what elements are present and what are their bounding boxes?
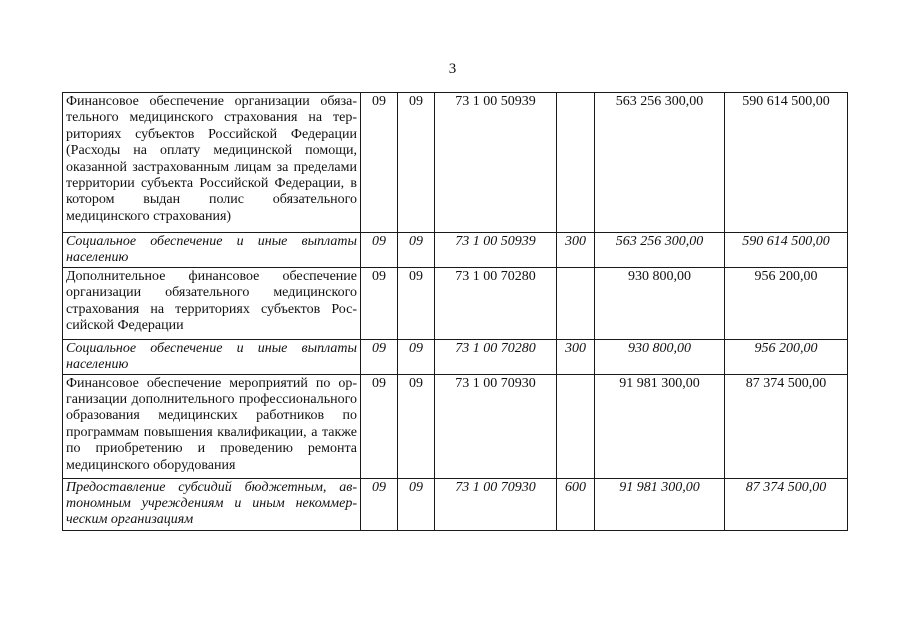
expense-type-code — [557, 93, 595, 233]
target-article-code: 73 1 00 50939 — [435, 93, 557, 233]
expense-name: Предоставление субсидий бюджетным, автономным учреждениям и иным некоммерческим организациям — [63, 478, 361, 530]
subsection-code: 09 — [398, 339, 435, 374]
section-code: 09 — [361, 374, 398, 478]
subsection-code: 09 — [398, 233, 435, 268]
expense-type-code — [557, 374, 595, 478]
amount-year-1: 563 256 300,00 — [595, 233, 725, 268]
section-code: 09 — [361, 93, 398, 233]
subsection-code: 09 — [398, 374, 435, 478]
expense-name: Финансовое обеспечение организации обязательного медицинского страхования на территориях субъектов Российской Федерации (Расходы на оплату медицинской помощи, оказанной застрахованным лицам за пределами территории субъекта Российской Федерации, в котором выдан полис обязательного медицинского страхования) — [63, 93, 361, 233]
subsection-code: 09 — [398, 93, 435, 233]
table-row — [63, 374, 848, 478]
expense-name: Социальное обеспечение и иные выплаты населению — [63, 233, 361, 268]
amount-year-1: 563 256 300,00 — [595, 93, 725, 233]
subsection-code: 09 — [398, 478, 435, 530]
expense-type-code: 600 — [557, 478, 595, 530]
table-row — [63, 233, 848, 268]
amount-year-2: 590 614 500,00 — [725, 93, 848, 233]
budget-table — [62, 92, 848, 531]
section-code: 09 — [361, 233, 398, 268]
amount-year-1: 930 800,00 — [595, 267, 725, 339]
amount-year-1: 930 800,00 — [595, 339, 725, 374]
amount-year-2: 956 200,00 — [725, 339, 848, 374]
expense-name: Финансовое обеспечение мероприятий по организации дополнительного профессионального образования медицинских работников по программам повышения квалификации, а также по приобретению и проведению ремонта медицинского оборудования — [63, 374, 361, 478]
expense-name: Дополнительное финансовое обеспечение организации обязательного медицинского страхования на территориях субъектов Российской Федерации — [63, 267, 361, 339]
target-article-code: 73 1 00 70930 — [435, 374, 557, 478]
section-code: 09 — [361, 478, 398, 530]
table-row — [63, 339, 848, 374]
expense-name: Социальное обеспечение и иные выплаты населению — [63, 339, 361, 374]
subsection-code: 09 — [398, 267, 435, 339]
amount-year-1: 91 981 300,00 — [595, 478, 725, 530]
table-row — [63, 267, 848, 339]
expense-type-code: 300 — [557, 233, 595, 268]
target-article-code: 73 1 00 70280 — [435, 339, 557, 374]
target-article-code: 73 1 00 70280 — [435, 267, 557, 339]
table-row — [63, 478, 848, 530]
section-code: 09 — [361, 339, 398, 374]
expense-type-code — [557, 267, 595, 339]
target-article-code: 73 1 00 50939 — [435, 233, 557, 268]
amount-year-1: 91 981 300,00 — [595, 374, 725, 478]
amount-year-2: 956 200,00 — [725, 267, 848, 339]
expense-type-code: 300 — [557, 339, 595, 374]
page-number: 3 — [448, 61, 457, 77]
table-row — [63, 93, 848, 233]
target-article-code: 73 1 00 70930 — [435, 478, 557, 530]
amount-year-2: 590 614 500,00 — [725, 233, 848, 268]
section-code: 09 — [361, 267, 398, 339]
amount-year-2: 87 374 500,00 — [725, 374, 848, 478]
amount-year-2: 87 374 500,00 — [725, 478, 848, 530]
